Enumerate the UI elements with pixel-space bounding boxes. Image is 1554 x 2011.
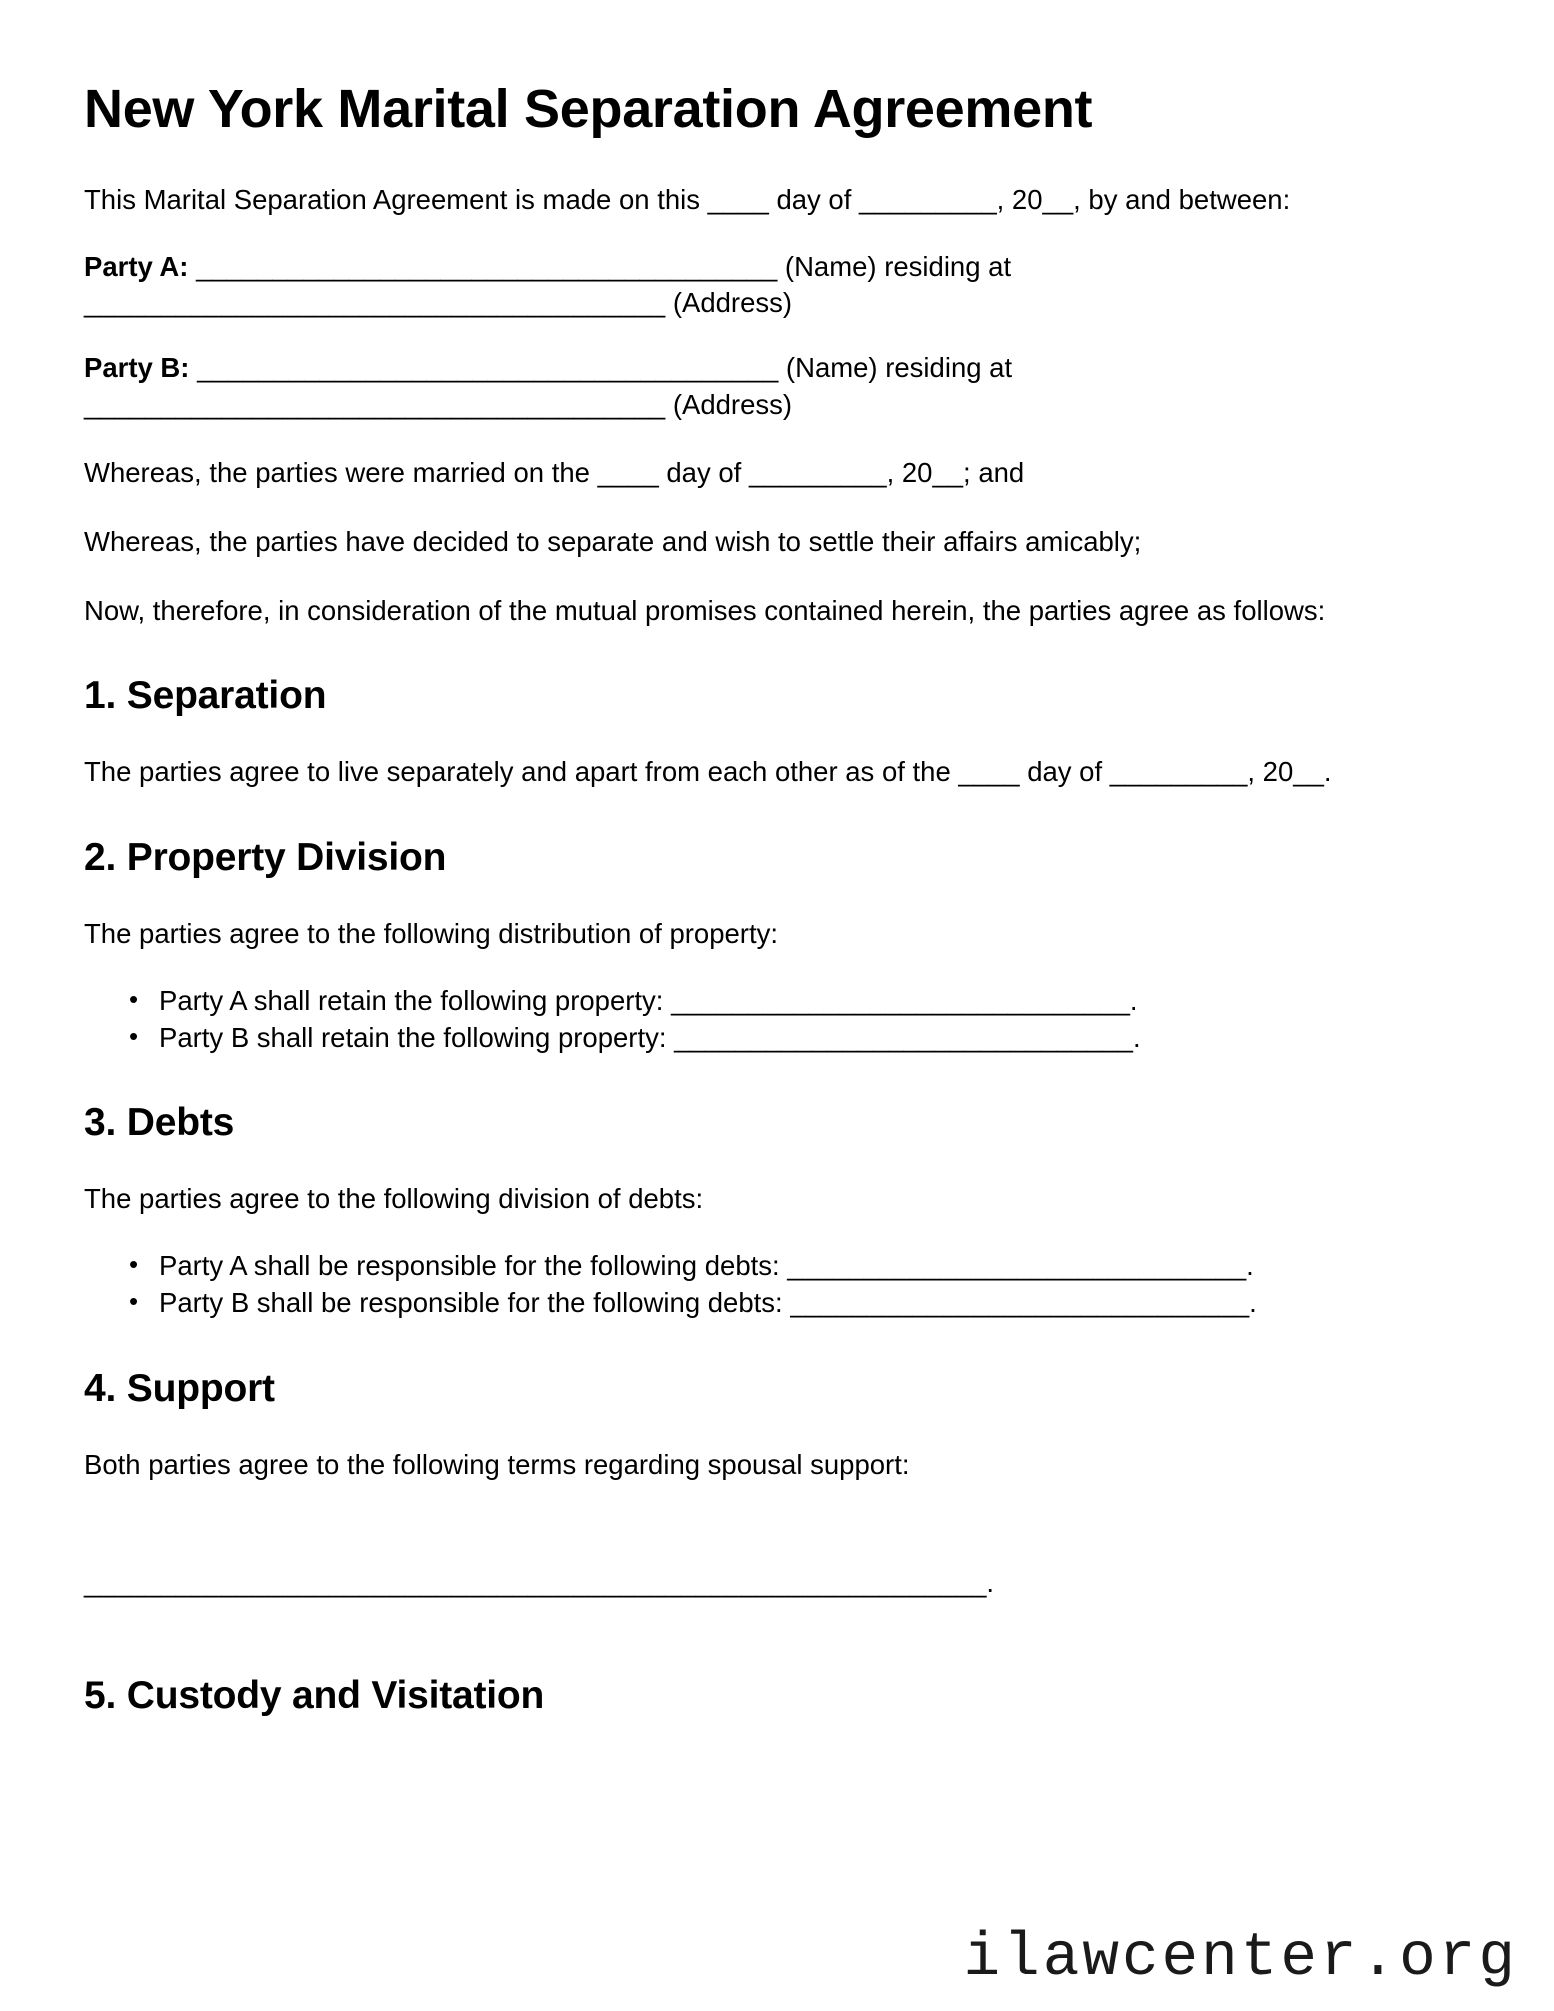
party-b-block [84,350,1394,424]
party-b-label: Party B: [84,352,190,384]
section-heading-support: 4. Support [84,1366,275,1410]
page-title: New York Marital Separation Agreement [84,79,1093,139]
site-watermark: ilawcenter.org [963,1924,1518,1993]
party-a-block [84,249,1394,323]
list-item[interactable]: • Party A shall retain the following property: ______________________________. [159,983,1394,1020]
section-body-support: Both parties agree to the following terms regarding spousal support: [84,1448,910,1480]
section-body-separation: The parties agree to live separately and apart from each other as of the ____ day of _________, 20__. [84,756,1332,788]
section-heading-custody-and-visitation: 5. Custody and Visitation [84,1674,545,1718]
debts-list [84,1248,1394,1322]
whereas-married-paragraph: Whereas, the parties were married on the ____ day of _________, 20__; and [84,456,1025,488]
party-b-address-tag: (Address) [672,389,793,421]
party-a-address-tag: (Address) [672,287,793,319]
party-a-name-blank[interactable]: ______________________________________ [188,250,785,282]
section-heading-separation: 1. Separation [84,674,327,718]
list-item[interactable]: • Party A shall be responsible for the following debts: ______________________________. [159,1248,1394,1285]
section-heading-property-division: 2. Property Division [84,836,447,880]
property-division-list [84,983,1394,1057]
party-b-address-blank[interactable]: ______________________________________ [84,389,673,421]
party-a-name-tag: (Name) residing at [784,250,1012,282]
party-b-name-tag: (Name) residing at [785,352,1013,384]
document-content [84,78,1394,1720]
party-a-label: Party A: [84,250,189,282]
party-a-address-blank[interactable]: ______________________________________ [84,287,673,319]
section-body-debts: The parties agree to the following division of debts: [84,1183,704,1215]
now-therefore-paragraph: Now, therefore, in consideration of the mutual promises contained herein, the parties agree as follows: [84,594,1326,626]
support-blank-line[interactable]: ___________________________________________________________. [84,1566,994,1598]
list-item[interactable]: • Party B shall be responsible for the following debts: ______________________________. [159,1285,1394,1322]
list-item[interactable]: • Party B shall retain the following property: ______________________________. [159,1020,1394,1057]
section-body-property-division: The parties agree to the following distribution of property: [84,917,778,949]
whereas-separate-paragraph: Whereas, the parties have decided to separate and wish to settle their affairs amicably; [84,525,1142,557]
party-b-name-blank[interactable]: ______________________________________ [189,352,786,384]
section-heading-debts: 3. Debts [84,1101,235,1145]
intro-paragraph: This Marital Separation Agreement is made on this ____ day of _________, 20__, by and between: [84,183,1291,215]
